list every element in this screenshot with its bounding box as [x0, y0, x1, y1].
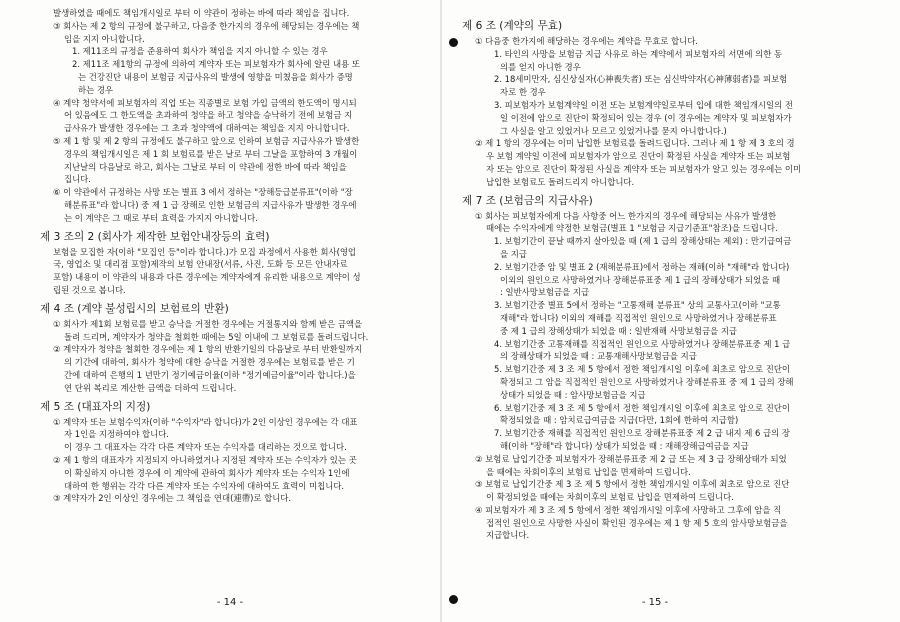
- clause-text-line: 경우의 책임개시일은 제 1 회 보험료를 받은 날로 부터 그날을 포함하여 3 개월이: [64, 148, 358, 159]
- clause-text-line: 2. 보험기간중 암 및 별표 2 (재해분류표)에서 정하는 재해(이하 "재해"라 합니다): [494, 261, 790, 272]
- clause-text-line: 대하여 한 행위는 각각 다른 계약자 또는 수익자에 대하여도 효력이 미칩니다.: [64, 480, 345, 491]
- clause-text-line: ① 회사는 피보험자에게 다음 사항중 어느 한가지의 경우에 해당되는 사유가 발생한: [475, 210, 777, 221]
- clause-text-line: ③ 보험료 납입기간중 제 3 조 제 5 항에서 정한 책임개시일 이후에 최초로 암으로 진단: [475, 479, 790, 490]
- clause-text-line: 7. 보험기간중 재해를 직접적인 원인으로 장해분류표중 제 2 급 내지 제 6 급의 장: [494, 428, 790, 439]
- clause-text-line: 상태가 되었을 때 : 암사망보험금을 지급: [500, 389, 646, 400]
- article-heading: 제 5 조 (대표자의 지정): [40, 400, 151, 413]
- page-gutter: [440, 0, 442, 622]
- clause-text-line: 재해"라 합니다) 이외의 재해를 직접적인 원인으로 사망하였거나 장해분류표: [500, 312, 777, 323]
- clause-text-line: 해(이하 "장해"라 합니다) 상태가 되었을 때 : 재해장해급여금을 지급: [500, 440, 749, 451]
- clause-text-line: 이 경우 그 대표자는 각각 다른 계약자 또는 수익자를 대리하는 것으로 합니다.: [64, 442, 347, 453]
- clause-text-line: 일 이전에 암으로 진단이 확정되어 있는 경우 (이 경우에는 계약자 및 피보험자가: [500, 112, 792, 123]
- clause-text-line: 3. 보험기간중 별표 5에서 정하는 "고통재해 분류표" 상의 교통사고(이하 "교통: [494, 300, 781, 311]
- article-heading: 제 6 조 (계약의 무효): [462, 20, 563, 32]
- clause-text-line: 집니다.: [64, 174, 91, 185]
- clause-text-line: ① 회사가 제1회 보험료를 받고 승낙을 거절한 경우에는 거절통지와 함께 받은 금액을: [53, 318, 363, 329]
- clause-text-line: 지난날의 다음날로 하고, 회사는 그날로 부터 이 약관에 정한 바에 따라 책임을: [64, 161, 347, 172]
- clause-text-line: 1. 보험기간이 끝날 때까지 살아있을 때 (제 1 급의 장해상태는 제외) : 만기급여금: [494, 236, 792, 247]
- clause-text-line: 그 사실을 알고 있었거나 모르고 있었거나를 묻지 아니합니다.): [500, 125, 727, 136]
- clause-text-line: 자 1인을 지정하여야 합니다.: [64, 429, 169, 440]
- clause-text-line: 2. 18세미만자, 심신상실자(心神喪失者) 또는 심신박약자(心神薄弱者)를 피보험: [494, 74, 788, 85]
- clause-text-line: ⑥ 이 약관에서 규정하는 사망 또는 별표 3 에서 정하는 "장해등급분류표"(이하 "장: [53, 187, 353, 198]
- clause-text-line: 의 장해상태가 되었을 때 : 교통재해사망보험금을 지급: [500, 351, 697, 362]
- clause-text-line: 는 이 계약은 그 때로 부터 효력을 가지지 아니합니다.: [64, 212, 258, 223]
- clause-text-line: ④ 계약 청약서에 피보험자의 직업 또는 직종별로 보험 가입 금액의 한도액이 명시되: [53, 97, 357, 108]
- page-number: - 15 -: [641, 597, 669, 608]
- clause-text-line: 하는 경우: [78, 84, 114, 95]
- right-page-body: [462, 14, 848, 542]
- clause-text-line: 이 확실하지 아니한 경우에 이 계약에 관하여 회사가 계약자 또는 수익자 1인에: [64, 467, 350, 478]
- clause-text-line: ② 계약자가 청약을 철회한 경우에는 제 1 항의 반환기일의 다음날로 부터 반환일까지: [53, 344, 363, 355]
- clause-text-line: 중 제 1 급의 장해상태가 되었을 때 : 일반재해 사망보험금을 지급: [500, 325, 738, 336]
- clause-text-line: 는 건강진단 내용이 보험금 지급사유의 발생에 영향을 미쳤음을 회사가 증명: [78, 71, 353, 82]
- clause-text-line: 5. 보험기간중 제 3 조 제 5 항에서 정한 책임개시일 이후에 최초로 암으로 진단이: [494, 364, 790, 375]
- clause-text-line: 의 기간에 대하여, 회사가 청약에 대한 승낙을 거절한 경우에는 보험료를 받은 기: [64, 357, 355, 368]
- clause-text-line: 보험을 모집한 자(이하 "모집인 등"이라 합니다.)가 모집 과정에서 사용한 회사(영업: [53, 246, 357, 257]
- left-page-body: [40, 7, 420, 505]
- clause-text-line: 이외의 원인으로 사망하였거나 장해분류표중 제 1 급의 장해상태가 되었을 때: [500, 274, 781, 285]
- clause-text-line: 립된 것으로 봅니다.: [53, 284, 126, 295]
- clause-text-line: ③ 계약자가 2인 이상인 경우에는 그 책임을 연대(連帶)로 합니다.: [53, 493, 292, 504]
- binder-hole-icon: [449, 38, 458, 47]
- clause-text-line: 연 단위 복리로 계산한 금액을 더하여 드립니다.: [64, 382, 237, 393]
- right-page: [462, 0, 848, 622]
- clause-text-line: 확정되고 그 암을 직접적인 원인으로 사망하였거나 장해분류표 중 제 1 급의 장해: [500, 376, 794, 387]
- left-page: [40, 0, 420, 622]
- clause-text-line: ② 제 1 항의 대표자가 지정되지 아니하였거나 지정된 계약자 또는 수익자가 있는 곳: [53, 454, 357, 465]
- clause-text-line: ④ 피보험자가 제 3 조 제 5 항에서 정한 책임개시일 이후에 사망하고 그후에 암을 직: [475, 504, 782, 515]
- article-heading: 제 4 조 (계약 불성립시의 보험료의 반환): [40, 302, 229, 315]
- clause-text-line: 을 때에는 차회이후의 보험료 납입을 면제하여 드립니다.: [486, 466, 691, 477]
- clause-text-line: 임을 지지 아니합니다.: [64, 33, 145, 44]
- clause-text-line: ① 다음중 한가지에 해당하는 경우에는 계약을 무효로 합니다.: [475, 36, 698, 46]
- clause-text-line: ③ 회사는 제 2 항의 규정에 불구하고, 다음중 한가지의 경우에 해당되는 경우에는 책: [53, 20, 360, 31]
- clause-text-line: 포함) 내용이 이 약관의 내용과 다른 경우에는 계약자에게 유리한 내용으로 계약이 성: [53, 272, 361, 283]
- clause-text-line: 1. 타인의 사망을 보험금 지급 사유로 하는 계약에서 피보험자의 서면에 의한 동: [494, 48, 783, 59]
- clause-text-line: ① 계약자 또는 보험수익자(이하 "수익자"라 합니다)가 2인 이상인 경우에는 각 대표: [53, 416, 358, 427]
- clause-text-line: 어 있음에도 그 한도액을 초과하여 청약을 하고 청약을 승낙하기 전에 보험금 지: [64, 110, 353, 121]
- clause-text-line: : 일반사망보험금을 지급: [500, 287, 590, 298]
- clause-text-line: 을 지급: [500, 248, 527, 259]
- article-heading: 제 7 조 (보험금의 지급사유): [462, 194, 593, 207]
- clause-text-line: 납입한 보험료도 돌려드리지 아니합니다.: [486, 176, 635, 187]
- clause-text-line: ⑤ 제 1 항 및 제 2 항의 규정에도 불구하고 앞으로 인하여 보험금 지급사유가 발생한: [53, 135, 360, 146]
- clause-text-line: 6. 보험기간중 제 3 조 제 5 항에서 정한 책임개시일 이후에 최초로 암으로 진단이: [494, 402, 790, 413]
- clause-text-line: 자 또는 암으로 진단이 확정된 사실을 계약자 또는 피보험자가 알고 있는 경우에는 이미: [486, 163, 802, 174]
- clause-text-line: ② 제 1 항의 경우에는 이미 납입한 보험료를 돌려드립니다. 그러나 제 1 항 제 3 호의 경: [475, 138, 795, 149]
- page-number: - 14 -: [216, 597, 244, 608]
- clause-text-line: 3. 피보험자가 보험계약일 이전 또는 보험계약일로부터 입에 대한 책임개시일의 전: [494, 99, 793, 110]
- clause-text-line: 때에는 수익자에게 약정한 보험금(별표 1 "보험금 지급기준표"참조)을 드립니다.: [486, 223, 778, 234]
- clause-text-line: 확정되었을 때 : 암치료급여금을 지급(다만, 1회에 한하여 지급함): [500, 415, 739, 426]
- clause-text-line: ② 보험료 납입기간중 피보험자가 장해분류표중 제 2 급 또는 제 3 급 장해상태가 되었: [475, 453, 787, 464]
- clause-text-line: 자로 한 경우: [500, 87, 546, 98]
- clause-text-line: 급사유가 발생한 경우에는 그 초과 청약액에 대하여는 책임을 지지 아니합니다.: [64, 123, 350, 134]
- clause-text-line: 발생하였을 때에도 책임개시일로 부터 이 약관이 정하는 바에 따라 책임을 집니다.: [53, 8, 350, 18]
- binder-hole-icon: [449, 595, 458, 604]
- clause-text-line: 4. 보험기간중 고통재해를 직접적인 원인으로 사망하였거나 장해분류표중 제 1 급: [494, 338, 791, 349]
- clause-text-line: 해분류표"라 합니다) 중 제 1 급 장해로 인한 보험금의 지급사유가 발생한 경우에: [64, 199, 357, 210]
- clause-text-line: 2. 제11조 제1항의 규정에 의하여 계약자 또는 피보험자가 회사에 알린 내용 또: [72, 59, 360, 70]
- clause-text-line: 간에 대하여 은행의 1 년만기 정기예금이율(이하 "정기예금이율"이라 합니다.)을: [64, 369, 356, 380]
- clause-text-line: 접적인 원인으로 사망한 사실이 확인된 경우에는 제 1 항 제 5 호의 암사망보험금을: [486, 517, 788, 528]
- clause-text-line: 지급합니다.: [486, 530, 530, 541]
- clause-text-line: 우 보험 계약일 이전에 피보험자가 암으로 진단이 확정된 사실을 계약자 또는 피보험: [486, 151, 791, 162]
- article-heading: 제 3 조의 2 (회사가 제작한 보험안내장등의 효력): [40, 230, 270, 243]
- clause-text-line: 국, 영업소 및 대리점 포함)제작의 보험 안내장(서류, 사진, 도화 등 모든 안내자료: [53, 259, 348, 270]
- clause-text-line: 이 확정되었을 때에는 차회이후의 보험료 납입을 면제하여 드립니다.: [486, 492, 734, 503]
- clause-text-line: 의를 얻지 아니한 경우: [500, 61, 581, 72]
- clause-text-line: 돌려 드리며, 계약자가 청약을 철회한 때에는 5일 이내에 그 보험료를 돌려드립니다.: [64, 331, 369, 342]
- clause-text-line: 1. 제11조의 규정을 준용하여 회사가 책임을 지지 아니할 수 있는 경우: [72, 46, 328, 57]
